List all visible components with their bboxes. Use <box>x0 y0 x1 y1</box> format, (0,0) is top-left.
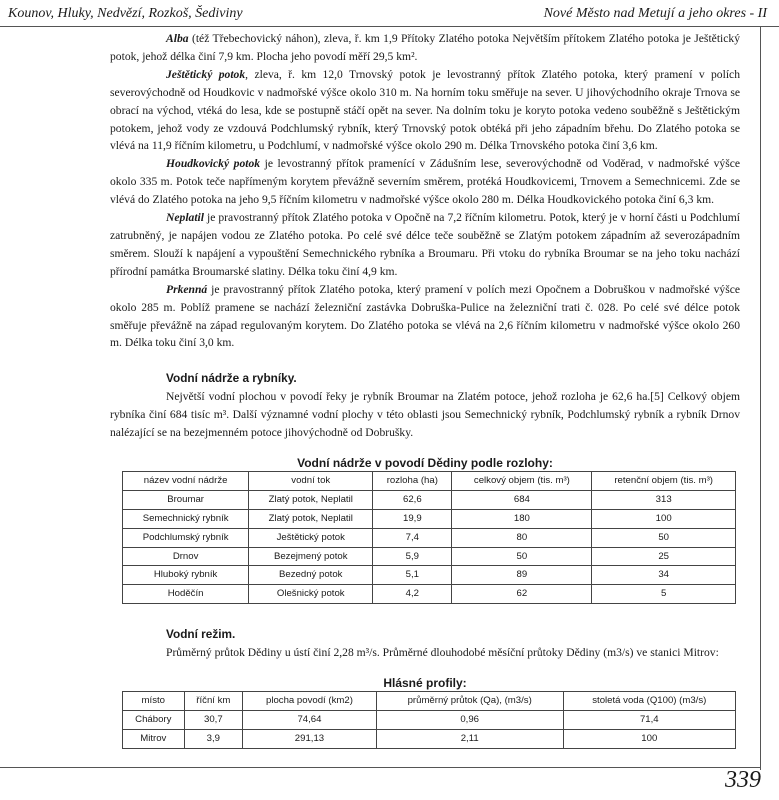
tributary-paragraph <box>110 30 740 66</box>
table-cell: 2,11 <box>376 729 563 748</box>
table-cell: 62 <box>452 585 592 604</box>
profiles-table-title: Hlásné profily: <box>383 676 467 691</box>
tributary-name: Alba <box>166 32 189 45</box>
page-number: 339 <box>725 767 761 793</box>
header-right-title: Nové Město nad Metují a jeho okres - II <box>543 6 767 21</box>
column-header: plocha povodí (km2) <box>243 692 377 711</box>
tributary-description: (též Třebechovický náhon), zleva, ř. km 1,9 Přítoky Zlatého potoka Největším přítokem Zlatého potoka je Ještětický potok, jehož délka činí 7,9 km. Plocha jeho povodí měří 29,5 km². <box>110 32 740 63</box>
table-cell: Semechnický rybník <box>123 509 249 528</box>
table-cell: 5,1 <box>373 566 452 585</box>
table-cell: 7,4 <box>373 528 452 547</box>
table-cell: 5 <box>592 585 736 604</box>
table-cell: 80 <box>452 528 592 547</box>
table-cell: 313 <box>592 490 736 509</box>
table-cell: 5,9 <box>373 547 452 566</box>
tributary-paragraph <box>110 209 740 281</box>
table-cell: 19,9 <box>373 509 452 528</box>
tributary-name: Houdkovický potok <box>166 157 261 171</box>
table-row <box>123 585 736 604</box>
column-header: průměrný průtok (Qa), (m3/s) <box>376 692 563 711</box>
table-cell: 100 <box>563 729 735 748</box>
table-cell: Bezejmený potok <box>249 547 373 566</box>
footer-rule <box>0 767 761 768</box>
reservoirs-table <box>122 471 736 604</box>
tributary-description: je pravostranný přítok Zlatého potoka v Opočně na 7,2 říčním kilometru. Potok, který je v horní části u Podchlumí zatrubněný, je napájen vodou ze Zlatého potoka. Po celé své délce teče souběžně se Zlatým potokem západním až severozápadním směrem. Slouží k napájení a vypouštění Semechnického rybníka a Broumaru. Při vtoku do rybníka Broumar se na jeho toku nachází přírodní památka Broumarské slatiny. Délka toku činí 4,9 km. <box>110 211 740 278</box>
tributary-description: , zleva, ř. km 12,0 Trnovský potok je levostranný přítok Zlatého potoka, který pramení v polích severovýchodně od Houdkovic v nadmořské výšce okolo 310 m. Na horním toku směřuje na sever. U jihovýchodního okraje Trnova se obrací na východ, vtéká do lesa, kde se postupně stáčí opět na sever. Na dolním toku je koryto potoka vedeno souběžně s Ještětickým potokem, jehož vody ze vzdouvá Podchlumský rybník, který Trnovský potok obtéká při jeho západním břehu. Do Zlatého potoka se vlévá na 11,9 říčním kilometru, u Podchlumí, v nadmořské výšce okolo 290 m. Délka Trnovského potoka činí 3,6 km. <box>110 67 740 153</box>
table-row <box>123 711 736 730</box>
table-cell: 50 <box>452 547 592 566</box>
table-cell: 180 <box>452 509 592 528</box>
table-cell: 291,13 <box>243 729 377 748</box>
table-cell: Ještětický potok <box>249 528 373 547</box>
table-cell: 4,2 <box>373 585 452 604</box>
tributary-paragraph <box>110 281 740 353</box>
table-cell: 25 <box>592 547 736 566</box>
table-cell: Hluboký rybník <box>123 566 249 585</box>
table-row <box>123 509 736 528</box>
table-cell: Zlatý potok, Neplatil <box>249 490 373 509</box>
table-cell: Podchlumský rybník <box>123 528 249 547</box>
table-cell: 684 <box>452 490 592 509</box>
tributary-description: je pravostranný přítok Zlatého potoka, který pramení v polích mezi Opočnem a Dobruškou v nadmořské výšce okolo 285 m. Poblíž pramene se nachází železniční zastávka Dobruška-Pulice na železniční trati č. 028. Po celé své délce potok směřuje převážně na západ regulovaným korytem. Do Zlatého potoka se vlévá na 2,6 říčním kilometru v nadmořské výšce okolo 260 m. Délka toku činí 3,0 km. <box>110 282 740 350</box>
table-cell: Broumar <box>123 490 249 509</box>
section-heading-reservoirs: Vodní nádrže a rybníky. <box>166 371 297 386</box>
column-header: retenční objem (tis. m³) <box>592 471 736 490</box>
section-heading-regime: Vodní režim. <box>166 627 236 642</box>
table-cell: 100 <box>592 509 736 528</box>
table-cell: 30,7 <box>184 711 243 730</box>
profiles-table <box>122 691 736 749</box>
tributary-description: je levostranný přítok pramenící v Zádušním lese, severovýchodně od Voděrad, v nadmořské výšce okolo 335 m. Potok teče napřímeným korytem převážně severním směrem, protéká Houdkovicemi, Trnovem a Semechnicemi. Zde se vlévá do Zlatého potoka na jeho 9,5 říčním kilometru v nadmořské výšce okolo 280 m. Délka Houdkovického potoka činí 6,3 km. <box>110 157 740 207</box>
table-row <box>123 566 736 585</box>
table-cell: Olešnický potok <box>249 585 373 604</box>
article-body <box>110 30 740 749</box>
table-cell: Drnov <box>123 547 249 566</box>
column-header: místo <box>123 692 185 711</box>
table-cell: Bezedný potok <box>249 566 373 585</box>
column-header: stoletá voda (Q100) (m3/s) <box>563 692 735 711</box>
header-left-title: Kounov, Hluky, Nedvězí, Rozkoš, Šediviny <box>8 6 243 21</box>
table-cell: 34 <box>592 566 736 585</box>
page-border-rule <box>760 26 761 770</box>
table-row <box>123 547 736 566</box>
regime-intro: Průměrný průtok Dědiny u ústí činí 2,28 m³/s. Průměrné dlouhodobé měsíční průtoky Dědiny (m3/s) ve stanici Mitrov: <box>166 646 719 660</box>
table-row <box>123 528 736 547</box>
column-header: vodní tok <box>249 471 373 490</box>
column-header: říční km <box>184 692 243 711</box>
tributary-name: Ještětický potok <box>166 67 246 81</box>
reservoirs-table-title: Vodní nádrže v povodí Dědiny podle rozlohy: <box>297 455 553 470</box>
table-cell: 74,64 <box>243 711 377 730</box>
column-header: celkový objem (tis. m³) <box>452 471 592 490</box>
tributary-paragraph <box>110 155 740 209</box>
table-cell: Zlatý potok, Neplatil <box>249 509 373 528</box>
table-cell: 3,9 <box>184 729 243 748</box>
tributary-paragraph <box>110 66 740 156</box>
table-cell: Mitrov <box>123 729 185 748</box>
column-header: název vodní nádrže <box>123 471 249 490</box>
table-cell: 62,6 <box>373 490 452 509</box>
tributary-name: Prkenná <box>166 282 208 296</box>
table-row <box>123 490 736 509</box>
table-cell: 71,4 <box>563 711 735 730</box>
running-header <box>0 0 779 27</box>
table-cell: 89 <box>452 566 592 585</box>
tributary-name: Neplatil <box>166 211 204 225</box>
table-cell: 50 <box>592 528 736 547</box>
tributary-paragraphs <box>110 30 740 352</box>
table-cell: Hoděčín <box>123 585 249 604</box>
table-cell: Chábory <box>123 711 185 730</box>
table-row <box>123 729 736 748</box>
reservoirs-intro: Největší vodní plochou v povodí řeky je rybník Broumar na Zlatém potoce, jehož rozloha je 62,6 ha.[5] Celkový objem rybníka činí 684 tisíc m³. Další významné vodní plochy v této oblasti jsou Semechnický rybník, Podchlumský rybník a rybník Drnov nalézající se na bezejmenném potoce jihovýchodně od Dobrušky. <box>110 390 740 440</box>
table-cell: 0,96 <box>376 711 563 730</box>
column-header: rozloha (ha) <box>373 471 452 490</box>
